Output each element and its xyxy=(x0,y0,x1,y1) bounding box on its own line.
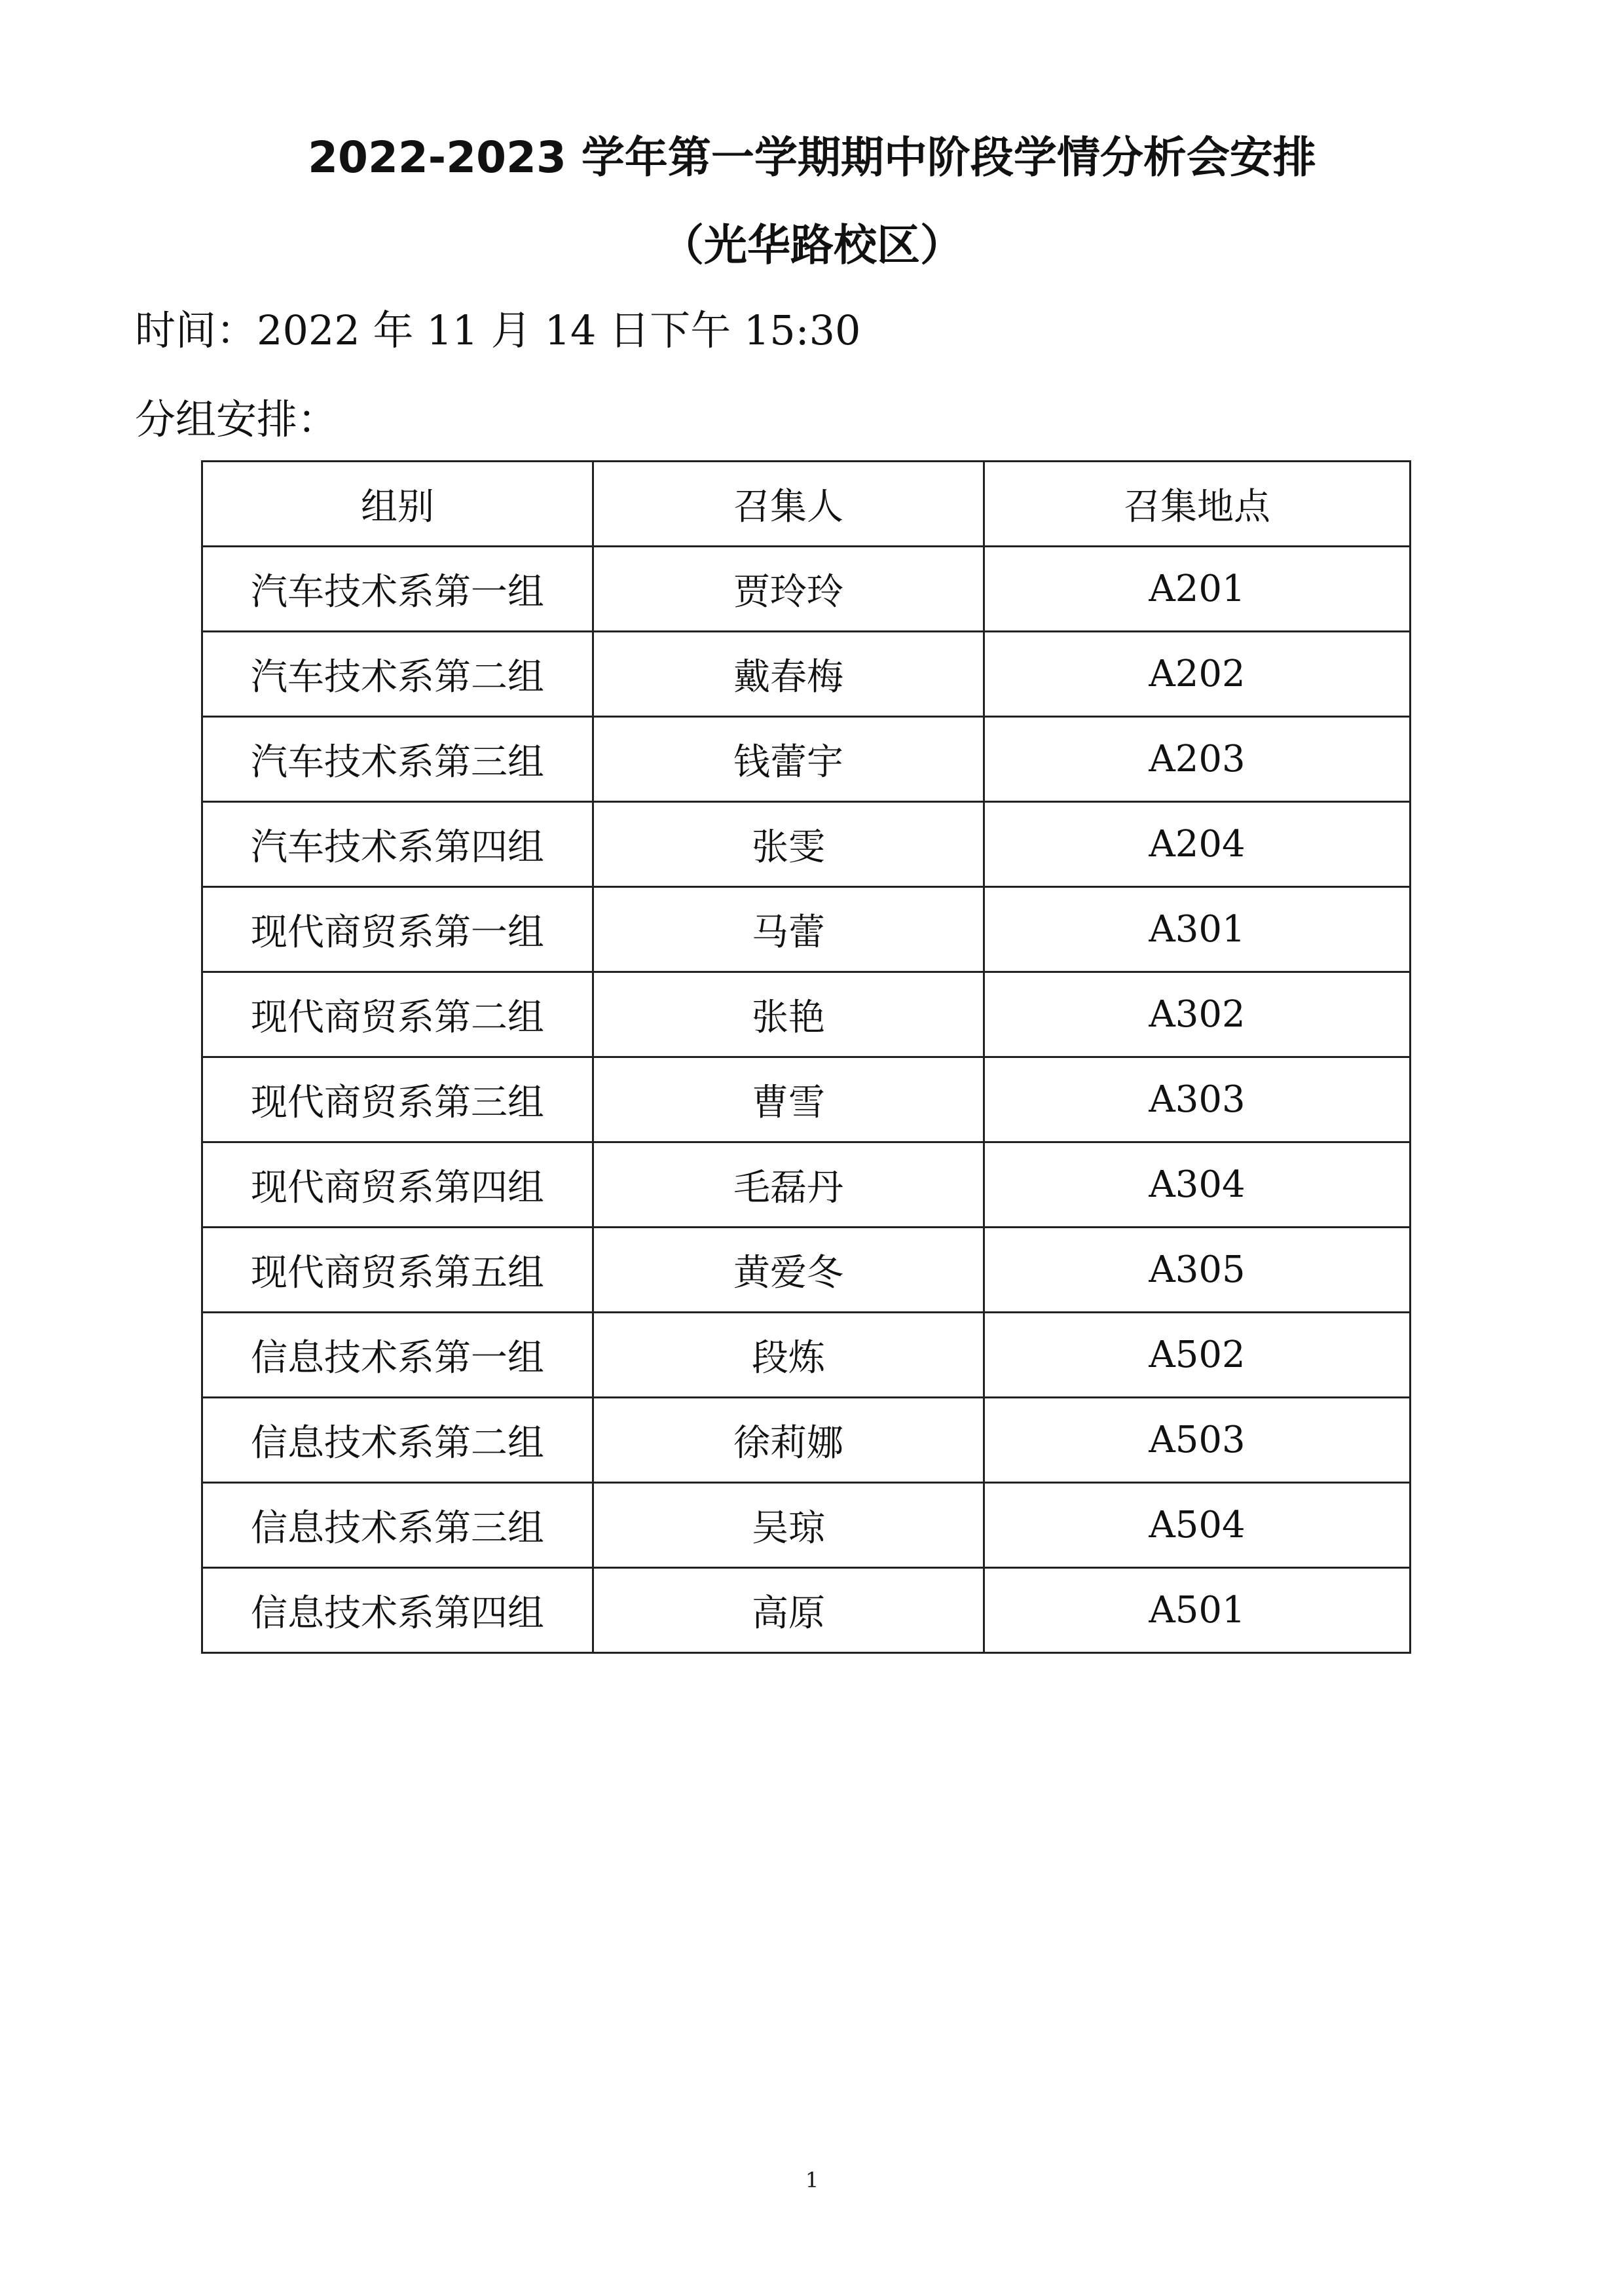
group-cell: 汽车技术系第四组 xyxy=(202,802,593,887)
group-cell: 汽车技术系第三组 xyxy=(202,717,593,802)
table-row xyxy=(202,887,1411,972)
location-cell: A305 xyxy=(984,1228,1411,1313)
group-cell: 信息技术系第三组 xyxy=(202,1483,593,1568)
table-row xyxy=(202,1483,1411,1568)
group-cell: 现代商贸系第四组 xyxy=(202,1142,593,1228)
group-cell: 信息技术系第四组 xyxy=(202,1568,593,1653)
column-header-group: 组别 xyxy=(202,462,593,547)
location-cell: A504 xyxy=(984,1483,1411,1568)
convener-cell: 贾玲玲 xyxy=(593,547,984,632)
group-heading: 分组安排： xyxy=(135,395,339,443)
table-row xyxy=(202,972,1411,1057)
location-cell: A301 xyxy=(984,887,1411,972)
location-cell: A202 xyxy=(984,632,1411,717)
convener-cell: 张艳 xyxy=(593,972,984,1057)
table-row xyxy=(202,717,1411,802)
convener-cell: 毛磊丹 xyxy=(593,1142,984,1228)
convener-cell: 高原 xyxy=(593,1568,984,1653)
location-cell: A203 xyxy=(984,717,1411,802)
table-row xyxy=(202,1568,1411,1653)
meeting-time: 时间：2022 年 11 月 14 日下午 15:30 xyxy=(135,306,861,354)
location-cell: A303 xyxy=(984,1057,1411,1142)
column-header-location: 召集地点 xyxy=(984,462,1411,547)
convener-cell: 曹雪 xyxy=(593,1057,984,1142)
location-cell: A304 xyxy=(984,1142,1411,1228)
group-cell: 现代商贸系第五组 xyxy=(202,1228,593,1313)
table-row xyxy=(202,1313,1411,1398)
table-row xyxy=(202,1398,1411,1483)
group-cell: 现代商贸系第三组 xyxy=(202,1057,593,1142)
location-cell: A501 xyxy=(984,1568,1411,1653)
group-cell: 信息技术系第二组 xyxy=(202,1398,593,1483)
table-header-row xyxy=(202,462,1411,547)
convener-cell: 戴春梅 xyxy=(593,632,984,717)
table-row xyxy=(202,632,1411,717)
convener-cell: 徐莉娜 xyxy=(593,1398,984,1483)
convener-cell: 黄爱冬 xyxy=(593,1228,984,1313)
group-cell: 信息技术系第一组 xyxy=(202,1313,593,1398)
convener-cell: 钱蕾宇 xyxy=(593,717,984,802)
column-header-convener: 召集人 xyxy=(593,462,984,547)
document-title: 2022-2023 学年第一学期期中阶段学情分析会安排 xyxy=(308,132,1316,183)
convener-cell: 吴琼 xyxy=(593,1483,984,1568)
convener-cell: 张雯 xyxy=(593,802,984,887)
location-cell: A204 xyxy=(984,802,1411,887)
group-cell: 现代商贸系第二组 xyxy=(202,972,593,1057)
group-cell: 汽车技术系第二组 xyxy=(202,632,593,717)
group-schedule-table xyxy=(201,460,1411,1654)
document-subtitle: （光华路校区） xyxy=(661,220,963,270)
location-cell: A302 xyxy=(984,972,1411,1057)
convener-cell: 段炼 xyxy=(593,1313,984,1398)
table-row xyxy=(202,1142,1411,1228)
page-number: 1 xyxy=(805,2168,819,2193)
table-row xyxy=(202,1057,1411,1142)
table-row xyxy=(202,547,1411,632)
table-row xyxy=(202,802,1411,887)
location-cell: A201 xyxy=(984,547,1411,632)
table-row xyxy=(202,1228,1411,1313)
group-cell: 汽车技术系第一组 xyxy=(202,547,593,632)
convener-cell: 马蕾 xyxy=(593,887,984,972)
location-cell: A503 xyxy=(984,1398,1411,1483)
location-cell: A502 xyxy=(984,1313,1411,1398)
group-cell: 现代商贸系第一组 xyxy=(202,887,593,972)
